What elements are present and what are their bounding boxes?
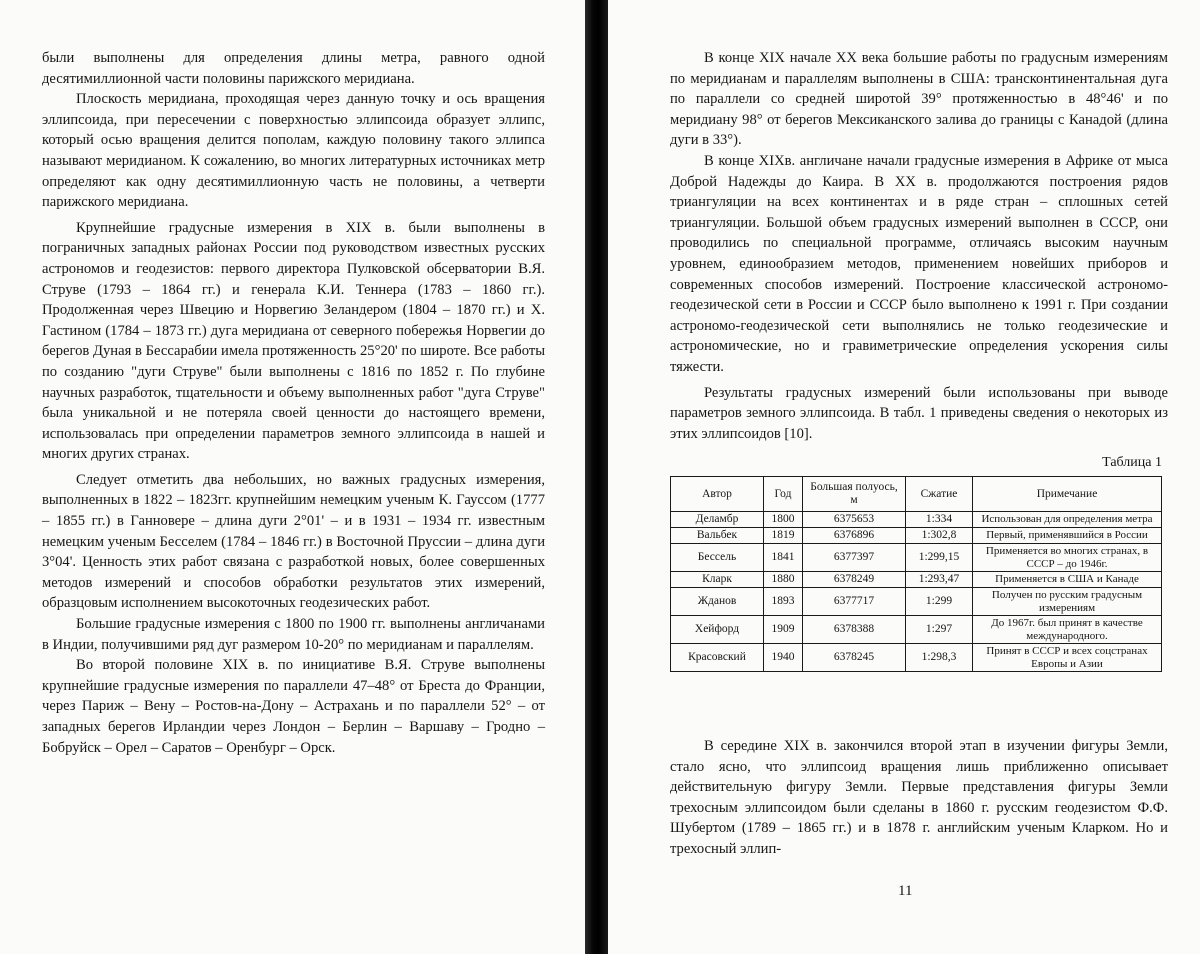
cell-year: 1909: [764, 616, 803, 644]
table-row: [671, 644, 1162, 672]
cell-semi-axis: 6375653: [803, 512, 906, 528]
cell-note: До 1967г. был принят в качестве международного.: [973, 616, 1162, 644]
paragraph: Плоскость меридиана, проходящая через данную точку и ось вращения эллипсоида, при пересечении с поверхностью эллипсоида образует эллипс, который осью вращения делится пополам, каждую половину такого эллипса называют меридианом. К сожалению, во многих литературных источниках метр определяют как одну десятимиллионную часть не половины, а четверти парижского меридиана.: [42, 89, 545, 213]
table-row: [671, 544, 1162, 572]
cell-year: 1940: [764, 644, 803, 672]
table-caption: Таблица 1: [670, 455, 1162, 471]
cell-semi-axis: 6376896: [803, 528, 906, 544]
cell-flattening: 1:299: [906, 588, 973, 616]
cell-flattening: 1:334: [906, 512, 973, 528]
cell-semi-axis: 6378245: [803, 644, 906, 672]
cell-flattening: 1:299,15: [906, 544, 973, 572]
cell-author: Деламбр: [671, 512, 764, 528]
cell-flattening: 1:302,8: [906, 528, 973, 544]
paragraph: Большие градусные измерения с 1800 по 1900 гг. выполнены англичанами в Индии, получившими ряд дуг размером 10-20° по меридианам и параллелям.: [42, 614, 545, 655]
paragraph: Во второй половине XIX в. по инициативе В.Я. Струве выполнены крупнейшие градусные измерения по параллели 47–48° от Бреста до Франции, через Париж – Вену – Ростов-на-Дону – Астрахань и по параллели 52° – от западных берегов Ирландии через Лондон – Берлин – Варшаву – Гродно – Бобруйск – Орел – Саратов – Оренбург – Орск.: [42, 655, 545, 758]
table-row: [671, 616, 1162, 644]
cell-note: Применяется во многих странах, в СССР – до 1946г.: [973, 544, 1162, 572]
cell-note: Применяется в США и Канаде: [973, 572, 1162, 588]
cell-author: Красовский: [671, 644, 764, 672]
cell-year: 1819: [764, 528, 803, 544]
cell-semi-axis: 6377717: [803, 588, 906, 616]
table-row: [671, 588, 1162, 616]
paragraph: В конце XIXв. англичане начали градусные измерения в Африке от мыса Доброй Надежды до Каира. В XX в. продолжаются построения рядов триангуляции на всех континентах и в ряде стран – сплошных сетей триангуляции. Большой объем градусных измерений выполнен в СССР, они проводились по специальной программе, отличаясь высоким научным уровнем, единообразием методов, применением новейших приборов и современных способов измерений. Построение классической астрономо-геодезической сети в России и СССР было выполнено к 1991 г. При создании астрономо-геодезической сети выполнялись не только геодезические и астрономические, но и гравиметрические определения ускорения силы тяжести.: [670, 151, 1168, 378]
cell-year: 1893: [764, 588, 803, 616]
header-semi-axis: Большая полуось, м: [803, 477, 906, 512]
header-year: Год: [764, 477, 803, 512]
cell-author: Хейфорд: [671, 616, 764, 644]
cell-note: Использован для определения метра: [973, 512, 1162, 528]
paragraph: Следует отметить два небольших, но важных градусных измерения, выполненных в 1822 – 1823гг. крупнейшим немецким ученым К. Гауссом (1777 – 1855 гг.) в Ганновере – длина дуги 2°01' – и в 1931 – 1934 гг. известным немецким ученым Бесселем (1784 – 1846 гг.) в Восточной Пруссии – длина дуги 3°04'. Ценность этих работ связана с разработкой новых, более совершенных методов измерений и способов обработки результатов этих измерений, образцовым исполнением высокоточных геодезических работ.: [42, 470, 545, 614]
paragraph: Результаты градусных измерений были использованы при выводе параметров земного эллипсоида. В табл. 1 приведены сведения о некоторых из этих эллипсоидов [10].: [670, 383, 1168, 445]
right-text-column: [670, 48, 1168, 444]
paragraph: были выполнены для определения длины метра, равного одной десятимиллионной части половины парижского меридиана.: [42, 48, 545, 89]
book-spine: [585, 0, 608, 954]
paragraph: Крупнейшие градусные измерения в XIX в. были выполнены в пограничных западных районах России под руководством известных русских астрономов и геодезистов: первого директора Пулковской обсерватории В.Я. Струве (1793 – 1864 гг.) и генерала К.И. Теннера (1783 – 1860 гг.). Продолженная через Швецию и Норвегию Зеландером (1804 – 1870 гг.) и Х. Гастином (1784 – 1873 гг.) дуга меридиана от северного побережья Норвегии до берегов Дуная в Бессарабии имела протяженность 25°20' по широте. Все работы по созданию "дуги Струве" были выполнены с 1816 по 1852 г. По глубине научных разработок, тщательности и объему выполненных работ "дуга Струве" была уникальной и не потеряла своей ценности до настоящего времени, использовалась при определении параметров земного эллипсоида в нашей и многих других странах.: [42, 218, 545, 465]
paragraph: В середине XIX в. закончился второй этап в изучении фигуры Земли, стало ясно, что эллипсоид вращения лишь приближенно описывает действительную фигуру Земли. Первые представления фигуры Земли трехосным эллипсоидом были сделаны в 1860 г. русским геодезистом Ф.Ф. Шубертом (1789 – 1865 гг.) и в 1878 г. английским ученым Кларком. Но и трехосный эллип-: [670, 736, 1168, 860]
cell-year: 1841: [764, 544, 803, 572]
cell-year: 1800: [764, 512, 803, 528]
cell-author: Вальбек: [671, 528, 764, 544]
cell-flattening: 1:293,47: [906, 572, 973, 588]
cell-note: Получен по русским градусным измерениям: [973, 588, 1162, 616]
paragraph: В конце XIX начале XX века большие работы по градусным измерениям по меридианам и параллелям выполнены в США: трансконтинентальная дуга по параллели со средней широтой 39° протяженностью в 48°46' и по меридиану 98° от берегов Мексиканского залива до границы с Канадой (длина дуги в 33°).: [670, 48, 1168, 151]
header-note: Примечание: [973, 477, 1162, 512]
cell-author: Кларк: [671, 572, 764, 588]
cell-flattening: 1:297: [906, 616, 973, 644]
page-number: 11: [898, 883, 912, 900]
table-row: [671, 512, 1162, 528]
cell-note: Принят в СССР и всех соцстранах Европы и Азии: [973, 644, 1162, 672]
cell-semi-axis: 6378388: [803, 616, 906, 644]
left-page: [0, 0, 585, 954]
cell-note: Первый, применявшийся в России: [973, 528, 1162, 544]
right-page: [608, 0, 1200, 954]
table-row: [671, 572, 1162, 588]
header-author: Автор: [671, 477, 764, 512]
table-header-row: [671, 477, 1162, 512]
cell-semi-axis: 6377397: [803, 544, 906, 572]
cell-author: Жданов: [671, 588, 764, 616]
cell-year: 1880: [764, 572, 803, 588]
cell-semi-axis: 6378249: [803, 572, 906, 588]
right-text-after-table: [670, 736, 1168, 860]
left-text-column: [42, 48, 545, 758]
ellipsoid-table: [670, 476, 1162, 672]
cell-flattening: 1:298,3: [906, 644, 973, 672]
cell-author: Бессель: [671, 544, 764, 572]
header-flattening: Сжатие: [906, 477, 973, 512]
table-row: [671, 528, 1162, 544]
